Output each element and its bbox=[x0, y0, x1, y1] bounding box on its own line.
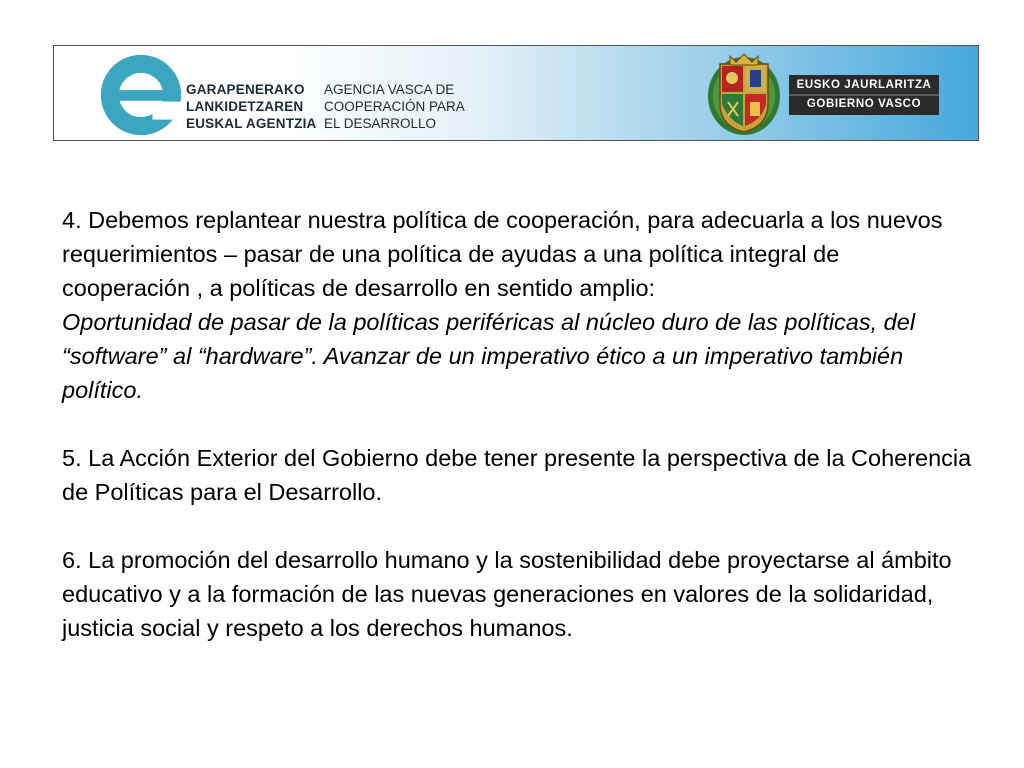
agency-logo-icon bbox=[100, 54, 182, 136]
org-spanish-line-1: AGENCIA VASCA DE bbox=[324, 82, 455, 97]
org-basque-line-2: LANKIDETZAREN bbox=[186, 99, 304, 114]
org-basque-line-1: GARAPENERAKO bbox=[186, 82, 305, 97]
org-name-basque bbox=[186, 81, 317, 132]
point-4-text: 4. Debemos replantear nuestra política de cooperación, para adecuarla a los nuevos requerimientos – pasar de una política de ayudas a una política integral de cooperación , a políticas de desarrollo en sentido amplio: bbox=[62, 207, 943, 301]
coat-of-arms-icon bbox=[706, 52, 782, 136]
point-6-text: 6. La promoción del desarrollo humano y la sostenibilidad debe proyectarse al ámbito educativo y a la formación de las nuevas generaciones en valores de la solidaridad, justicia social y respeto a los derechos humanos. bbox=[62, 547, 952, 641]
government-wordmark bbox=[789, 75, 939, 115]
point-4-italic-text: Oportunidad de pasar de la políticas periféricas al núcleo duro de las políticas, del “software” al “hardware”. Avanzar de un imperativo ético a un imperativo también político. bbox=[62, 309, 916, 403]
government-name-spanish: GOBIERNO VASCO bbox=[789, 94, 939, 113]
spacer bbox=[62, 407, 972, 441]
spacer bbox=[62, 509, 972, 543]
org-basque-line-3: EUSKAL AGENTZIA bbox=[186, 116, 317, 131]
header-banner bbox=[53, 45, 979, 141]
government-name-basque: EUSKO JAURLARITZA bbox=[796, 79, 932, 91]
org-name-spanish bbox=[324, 81, 465, 132]
slide-body bbox=[62, 203, 972, 645]
org-spanish-line-2: COOPERACIÓN PARA bbox=[324, 99, 465, 114]
point-5-text: 5. La Acción Exterior del Gobierno debe tener presente la perspectiva de la Coherencia de Políticas para el Desarrollo. bbox=[62, 445, 972, 505]
org-spanish-line-3: EL DESARROLLO bbox=[324, 116, 437, 131]
